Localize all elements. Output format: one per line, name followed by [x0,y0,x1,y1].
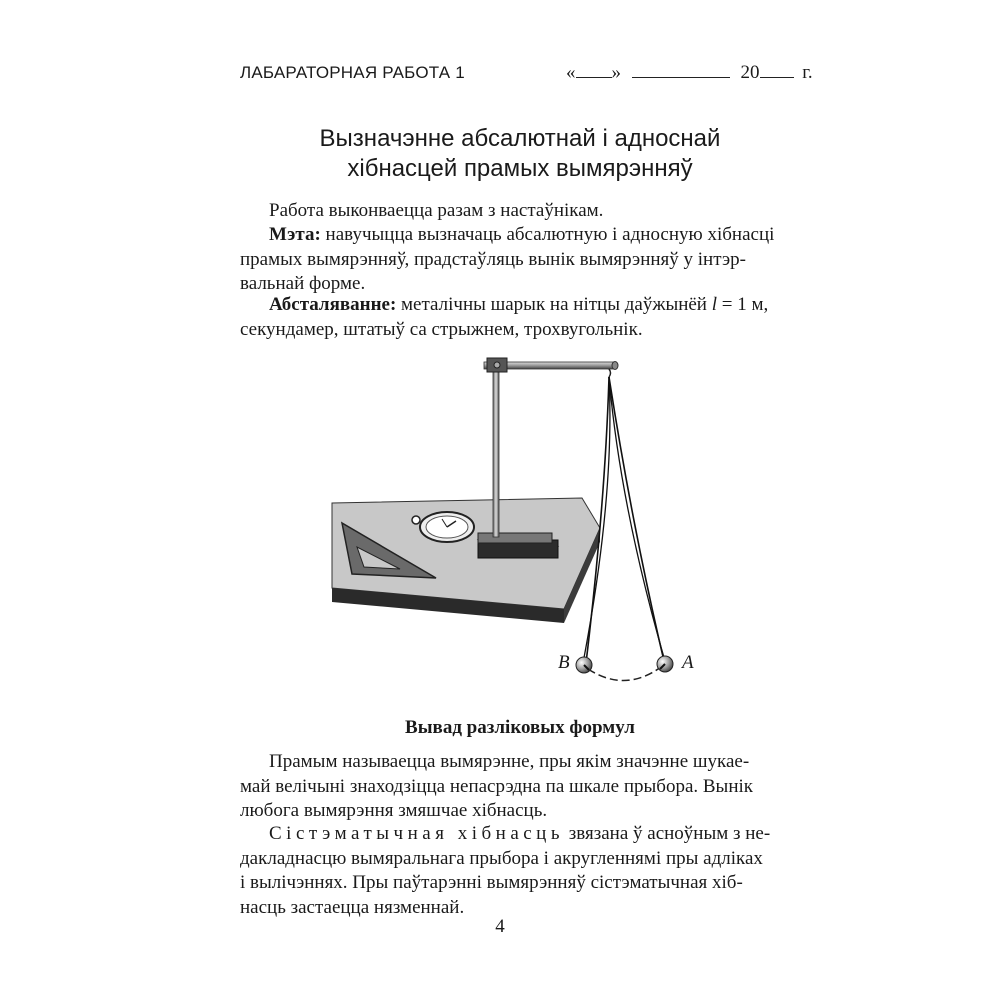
point-label-a: A [682,652,694,673]
goal-paragraph: Мэта: навучыцца вызначаць абсалютную і адносную хібнасці прамых вымярэнняў, прадстаўляць вынік вымярэнняў у інтэр- вальнай форме. [240,224,775,294]
equipment-label: Абсталяванне: [269,294,397,315]
lab-work-heading: ЛАБАРАТОРНАЯ РАБОТА 1 [240,63,465,82]
work-note: Работа выконваецца разам з настаўнікам. [269,200,604,221]
systematic-error-paragraph: Сістэматычная хібнасць звязана ў асноўным з не- дакладнасцю вымяральнага прыбора і акругленнямі пры адліках і вылічэннях. Пры паўтарэнні вымярэнняў сістэматычная хіб- насць застаецца нязменнай. [240,823,771,918]
ball-B [576,657,592,673]
page-number: 4 [495,916,505,937]
goal-label: Мэта: [269,224,321,245]
systematic-error-term: Сістэматычная хібнасць [269,823,565,844]
year-blank[interactable] [760,62,794,78]
crossbar [484,358,618,372]
swing-arc [588,667,661,681]
page-title: Вызначэнне абсалютнай і адноснай хібнасцей прамых вымярэнняў [319,125,721,182]
day-blank[interactable] [576,62,612,78]
equipment-paragraph: Абсталяванне: металічны шарык на нітцы даўжынёй l = 1 м, секундамер, штатыў са стрыжнем, трохвугольнік. [240,294,769,340]
date-field: « » 20 г. [566,62,813,83]
ball-A [657,656,673,672]
point-label-b: B [558,652,570,673]
month-blank[interactable] [632,62,730,78]
stand-base [478,533,558,558]
section-heading: Вывад разліковых формул [405,717,635,738]
stand-rod [493,363,499,537]
pendulum-illustration [320,345,720,695]
pendulum-strings [583,369,665,663]
pendulum-figure [320,345,720,695]
direct-measurement-paragraph: Прамым называецца вымярэнне, пры якім значэнне шукае- май велічыні знаходзіцца непасрэдна па шкале прыбора. Вынік любога вымярэння змяшчае хібнасць. [240,751,753,821]
